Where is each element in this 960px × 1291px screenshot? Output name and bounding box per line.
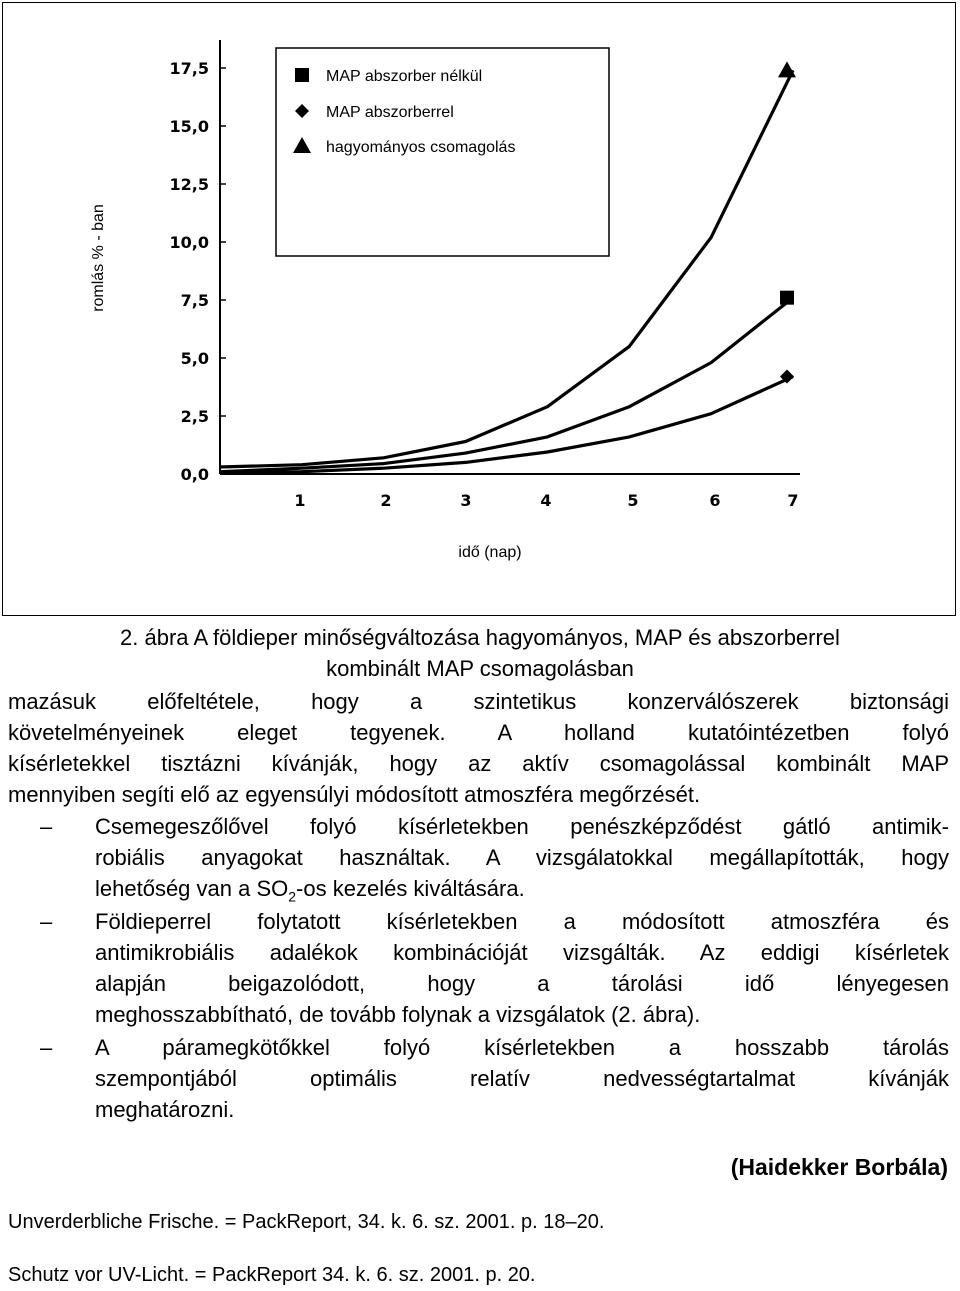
y-tick-labels	[170, 59, 226, 484]
y-tick-label: 7,5	[180, 291, 209, 310]
y-tick-label: 17,5	[169, 59, 209, 78]
x-tick-label: 1	[294, 491, 306, 510]
x-tick-label: 5	[627, 491, 639, 510]
bullet-dash: –	[40, 814, 53, 839]
legend-marker	[295, 68, 309, 82]
bullet-1-text-a: lehetőség van a SO	[95, 876, 289, 901]
bullet-3-line-3: meghatározni.	[95, 1097, 235, 1122]
series-end-marker	[780, 291, 794, 305]
series-line	[220, 298, 793, 472]
bullet-1-line-2: robiális anyagokat használtak. A vizsgálatokkal megállapították, hogy	[95, 845, 949, 870]
paragraph-line-3: kísérletekkel tisztázni kívánják, hogy az aktív csomagolással kombinált MAP	[8, 751, 949, 776]
x-tick-labels	[294, 491, 798, 510]
reference-2: Schutz vor UV-Licht. = PackReport 34. k. 6. sz. 2001. p. 20.	[8, 1264, 536, 1286]
subscript-2: 2	[288, 888, 297, 905]
x-tick-label: 2	[380, 491, 392, 510]
paragraph-line-4: mennyiben segíti elő az egyensúlyi módosított atmoszféra megőrzését.	[8, 782, 701, 807]
x-tick-label: 6	[709, 491, 721, 510]
bullet-3-line-2: szempontjából optimális relatív nedvességtartalmat kívánják	[95, 1066, 949, 1091]
series-end-marker	[778, 61, 796, 77]
bullet-dash: –	[40, 909, 53, 934]
bullet-2-line-4: meghosszabbítható, de tovább folynak a vizsgálatok (2. ábra).	[95, 1002, 701, 1027]
legend-label: MAP abszorber nélkül	[326, 68, 483, 85]
legend-label: hagyományos csomagolás	[326, 139, 516, 156]
paragraph-line-1: mazásuk előfeltétele, hogy a szintetikus konzerválószerek biztonsági	[8, 689, 949, 714]
bullet-2-line-1: Földieperrel folytatott kísérletekben a módosított atmoszféra és	[95, 909, 949, 934]
bullet-dash: –	[40, 1035, 53, 1060]
figure-caption-line-1: 2. ábra A földieper minőségváltozása hagyományos, MAP és abszorberrel	[120, 625, 840, 650]
paragraph-line-2: követelményeinek eleget tegyenek. A holland kutatóintézetben folyó	[8, 720, 949, 745]
y-tick-label: 12,5	[169, 175, 209, 194]
bullet-2-line-2: antimikrobiális adalékok kombinációját vizsgálták. Az eddigi kísérletek	[95, 940, 949, 965]
y-tick-label: 15,0	[169, 117, 209, 136]
x-tick-label: 7	[787, 491, 799, 510]
y-tick-label: 10,0	[169, 233, 209, 252]
y-tick-label: 2,5	[180, 407, 209, 426]
y-tick-label: 0,0	[180, 465, 209, 484]
bullet-2-line-3: alapján beigazolódott, hogy a tárolási idő lényegesen	[95, 971, 949, 996]
x-axis-label: idő (nap)	[458, 544, 522, 561]
figure-caption-line-2: kombinált MAP csomagolásban	[326, 656, 634, 681]
x-tick-label: 3	[460, 491, 472, 510]
reference-1: Unverderbliche Frische. = PackReport, 34. k. 6. sz. 2001. p. 18–20.	[8, 1211, 605, 1233]
y-axis-label: romlás % - ban	[90, 204, 107, 312]
chart-legend	[276, 48, 609, 256]
author-signature: (Haidekker Borbála)	[730, 1154, 948, 1180]
bullet-3-line-1: A páramegkötőkkel folyó kísérletekben a hosszabb tárolás	[95, 1035, 949, 1060]
legend-label: MAP abszorberrel	[326, 104, 454, 121]
x-tick-label: 4	[540, 491, 552, 510]
y-tick-label: 5,0	[180, 349, 209, 368]
bullet-1-line-1: Csemegeszőlővel folyó kísérletekben penészképződést gátló antimik-	[95, 814, 949, 839]
bullet-1-text-b: -os kezelés kiváltására.	[296, 876, 525, 901]
line-chart	[0, 0, 960, 620]
